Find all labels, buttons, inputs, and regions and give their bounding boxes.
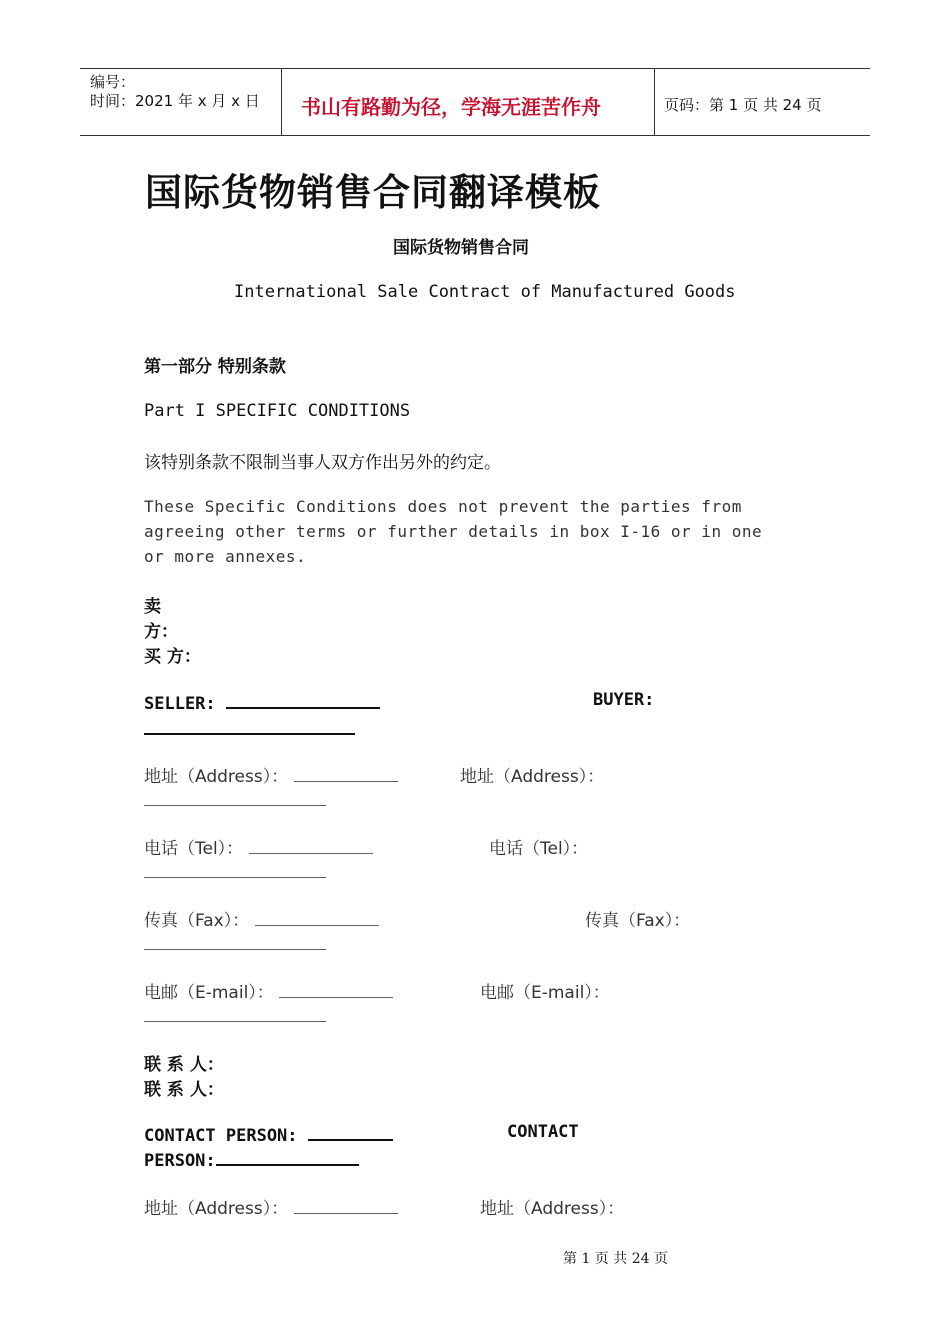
seller-label-cn-1: 卖 [144, 597, 161, 617]
seller-contact-label: CONTACT PERSON: [144, 1126, 298, 1146]
header-motto: 书山有路勤为径，学海无涯苦作舟 [301, 95, 601, 119]
part-heading-cn: 第一部分 特别条款 [144, 357, 286, 377]
seller-contact-address-label: 地址（Address）： [144, 1199, 289, 1219]
part-heading-en: Part I SPECIFIC CONDITIONS [144, 401, 411, 421]
buyer-contact-en [144, 1147, 359, 1171]
header-number-label: 编号： [90, 73, 136, 91]
buyer-contact-label-1: CONTACT [507, 1122, 579, 1142]
seller-address-label: 地址（Address）： [144, 767, 289, 787]
seller-tel [144, 834, 373, 859]
buyer-contact-address-label: 地址（Address）： [480, 1199, 625, 1219]
contract-title-en: International Sale Contract of Manufactured Goods [234, 282, 736, 302]
buyer-tel-label: 电话（Tel）： [489, 839, 589, 859]
seller-contact-en [144, 1122, 393, 1146]
seller-address [144, 762, 398, 787]
seller-contact-blank[interactable] [308, 1122, 393, 1141]
buyer-label-cn: 买 方： [144, 647, 201, 667]
seller-tel-blank[interactable] [249, 836, 373, 854]
seller-blank[interactable] [226, 690, 380, 709]
buyer-fax-label: 传真（Fax）： [585, 911, 691, 931]
seller-fax-label: 传真（Fax）： [144, 911, 250, 931]
buyer-blank[interactable] [144, 716, 355, 735]
contract-title-cn: 国际货物销售合同 [393, 238, 529, 258]
intro-text-en: These Specific Conditions does not prevent the parties from agreeing other terms or further details in box I-16 or in one or more annexes. [144, 497, 763, 566]
buyer-tel-blank[interactable] [144, 860, 326, 878]
buyer-email-blank[interactable] [144, 1004, 326, 1022]
document-title: 国际货物销售合同翻译模板 [145, 171, 601, 214]
buyer-address-blank[interactable] [144, 788, 326, 806]
seller-contact-address [144, 1194, 398, 1219]
seller-fax-blank[interactable] [255, 908, 379, 926]
seller-email-label: 电邮（E-mail）： [144, 983, 274, 1003]
buyer-contact-label-2: PERSON: [144, 1151, 216, 1171]
seller-address-blank[interactable] [294, 764, 398, 782]
seller-fax [144, 906, 379, 931]
seller-label-en [144, 690, 380, 714]
header-bottom-rule [80, 135, 870, 136]
seller-email-blank[interactable] [279, 980, 393, 998]
intro-text-cn: 该特别条款不限制当事人双方作出另外的约定。 [144, 453, 501, 473]
seller-label-en-text: SELLER: [144, 694, 216, 714]
seller-tel-label: 电话（Tel）： [144, 839, 244, 859]
buyer-label-en: BUYER: [593, 690, 655, 710]
header-divider-2 [654, 68, 655, 136]
buyer-fax-blank[interactable] [144, 932, 326, 950]
header-divider-1 [281, 68, 282, 136]
contact-label-cn-1: 联 系 人： [144, 1055, 224, 1075]
buyer-address-label: 地址（Address）： [460, 767, 605, 787]
contact-label-cn-2: 联 系 人： [144, 1080, 224, 1100]
buyer-contact-blank[interactable] [216, 1147, 359, 1166]
buyer-email-label: 电邮（E-mail）： [480, 983, 610, 1003]
seller-contact-address-blank[interactable] [294, 1196, 398, 1214]
seller-label-cn-2: 方： [144, 622, 178, 642]
header-top-rule [80, 68, 870, 69]
header-time-label: 时间：2021 年 x 月 x 日 [90, 92, 260, 110]
page-footer: 第 1 页 共 24 页 [563, 1251, 668, 1267]
seller-email [144, 978, 393, 1003]
header-page-info: 页码：第 1 页 共 24 页 [664, 96, 822, 114]
